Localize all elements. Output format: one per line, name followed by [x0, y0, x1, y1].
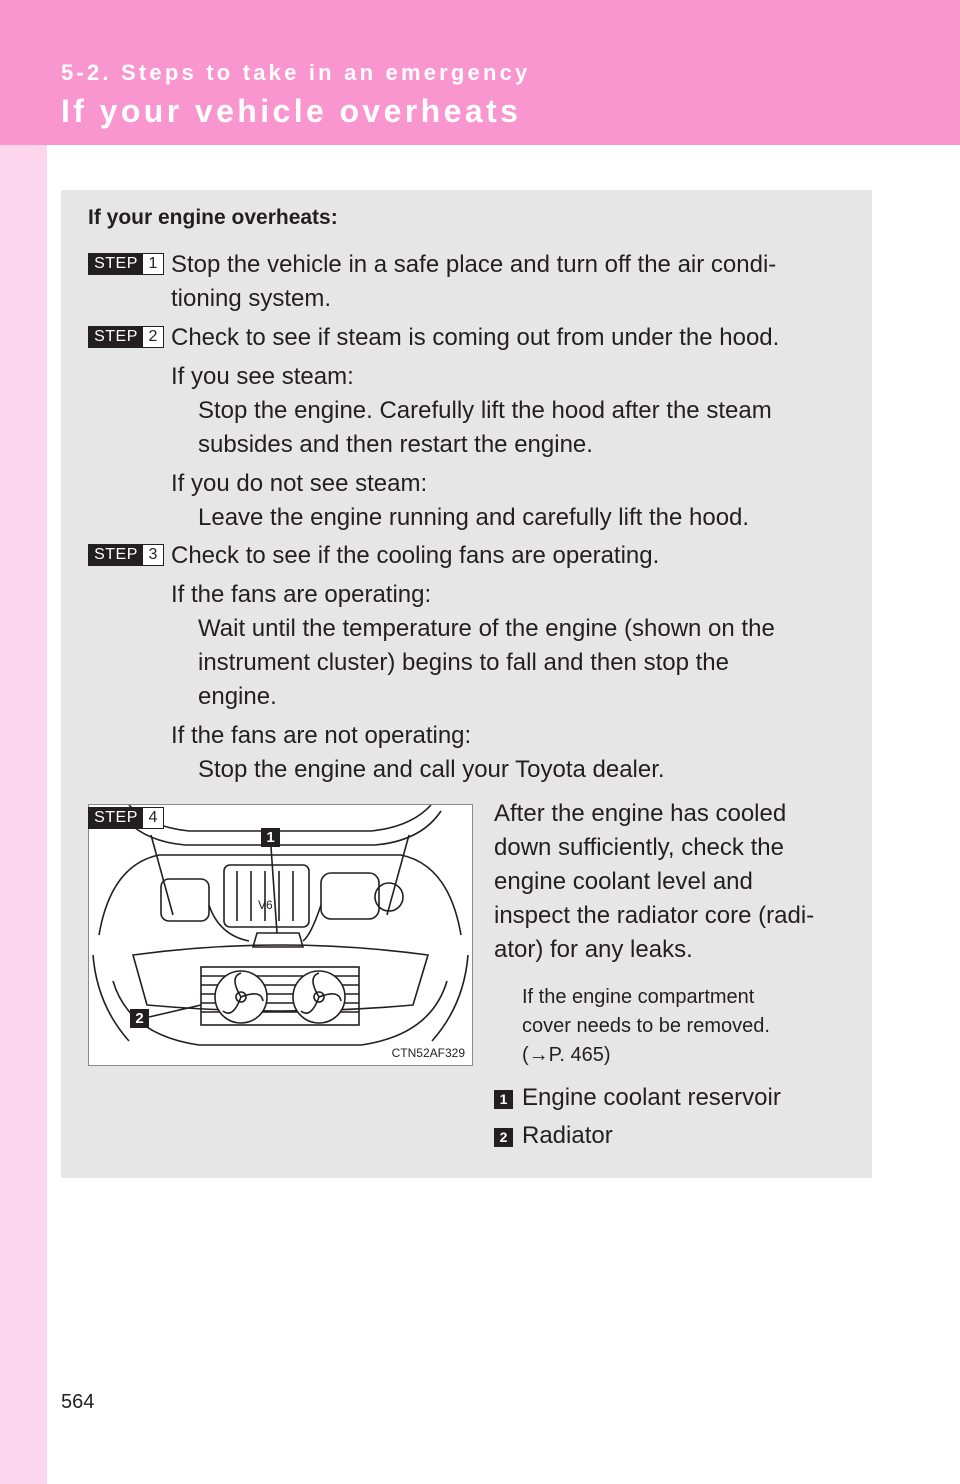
step-4-text-line-4: inspect the radiator core (radi- — [494, 902, 815, 929]
page-title: If your vehicle overheats — [61, 93, 522, 129]
step-1-text-line-1: Stop the vehicle in a safe place and turn off the air condi- — [171, 251, 777, 278]
step-2-condition-2-label: If you do not see steam: — [171, 470, 428, 497]
step-4-text-line-2: down sufficiently, check the — [494, 834, 784, 861]
step-3-condition-2-label: If the fans are not operating: — [171, 722, 472, 749]
step-2-condition-1-line-2: subsides and then restart the engine. — [198, 431, 593, 458]
figure-code: CTN52AF329 — [391, 1046, 465, 1060]
legend-marker-1: 1 — [494, 1090, 513, 1109]
step-1-text-line-2: tioning system. — [171, 285, 332, 312]
step-2-condition-1-line-1: Stop the engine. Carefully lift the hood after the steam — [198, 397, 772, 424]
engine-compartment-illustration — [88, 804, 473, 1066]
step-4-note-line-2: cover needs to be removed. — [522, 1015, 770, 1037]
step-1-badge: STEP 1 — [88, 253, 164, 275]
step-3-condition-2-line-1: Stop the engine and call your Toyota dealer. — [198, 756, 665, 783]
step-3-condition-1-line-3: engine. — [198, 683, 277, 710]
step-4-text-line-3: engine coolant level and — [494, 868, 753, 895]
step-4-note-line-3: (→P. 465) — [522, 1044, 611, 1066]
step-2-text: Check to see if steam is coming out from under the hood. — [171, 324, 780, 351]
legend-label-radiator: Radiator — [522, 1122, 613, 1149]
section-label: 5-2. Steps to take in an emergency — [61, 60, 531, 85]
callout-1: 1 — [261, 828, 280, 847]
step-2-condition-1-label: If you see steam: — [171, 363, 354, 390]
engine-v6-badge: V6 — [258, 898, 273, 912]
step-3-condition-1-line-1: Wait until the temperature of the engine (shown on the — [198, 615, 775, 642]
step-4-text-line-1: After the engine has cooled — [494, 800, 787, 827]
step-4-text-line-5: ator) for any leaks. — [494, 936, 693, 963]
step-2-badge: STEP 2 — [88, 326, 164, 348]
step-3-condition-1-line-2: instrument cluster) begins to fall and then stop the — [198, 649, 729, 676]
margin-strip — [0, 145, 47, 1484]
callout-2: 2 — [130, 1009, 149, 1028]
intro-heading: If your engine overheats: — [88, 206, 338, 229]
step-4-note-line-1: If the engine compartment — [522, 986, 755, 1008]
page-header — [0, 0, 960, 145]
step-3-badge: STEP 3 — [88, 544, 164, 566]
step-3-condition-1-label: If the fans are operating: — [171, 581, 432, 608]
page-number: 564 — [61, 1391, 95, 1413]
legend-marker-2: 2 — [494, 1128, 513, 1147]
step-2-condition-2-line-1: Leave the engine running and carefully lift the hood. — [198, 504, 750, 531]
legend-label-engine-coolant-reservoir: Engine coolant reservoir — [522, 1084, 781, 1111]
step-4-badge: STEP 4 — [88, 807, 164, 829]
step-3-text: Check to see if the cooling fans are operating. — [171, 542, 660, 569]
